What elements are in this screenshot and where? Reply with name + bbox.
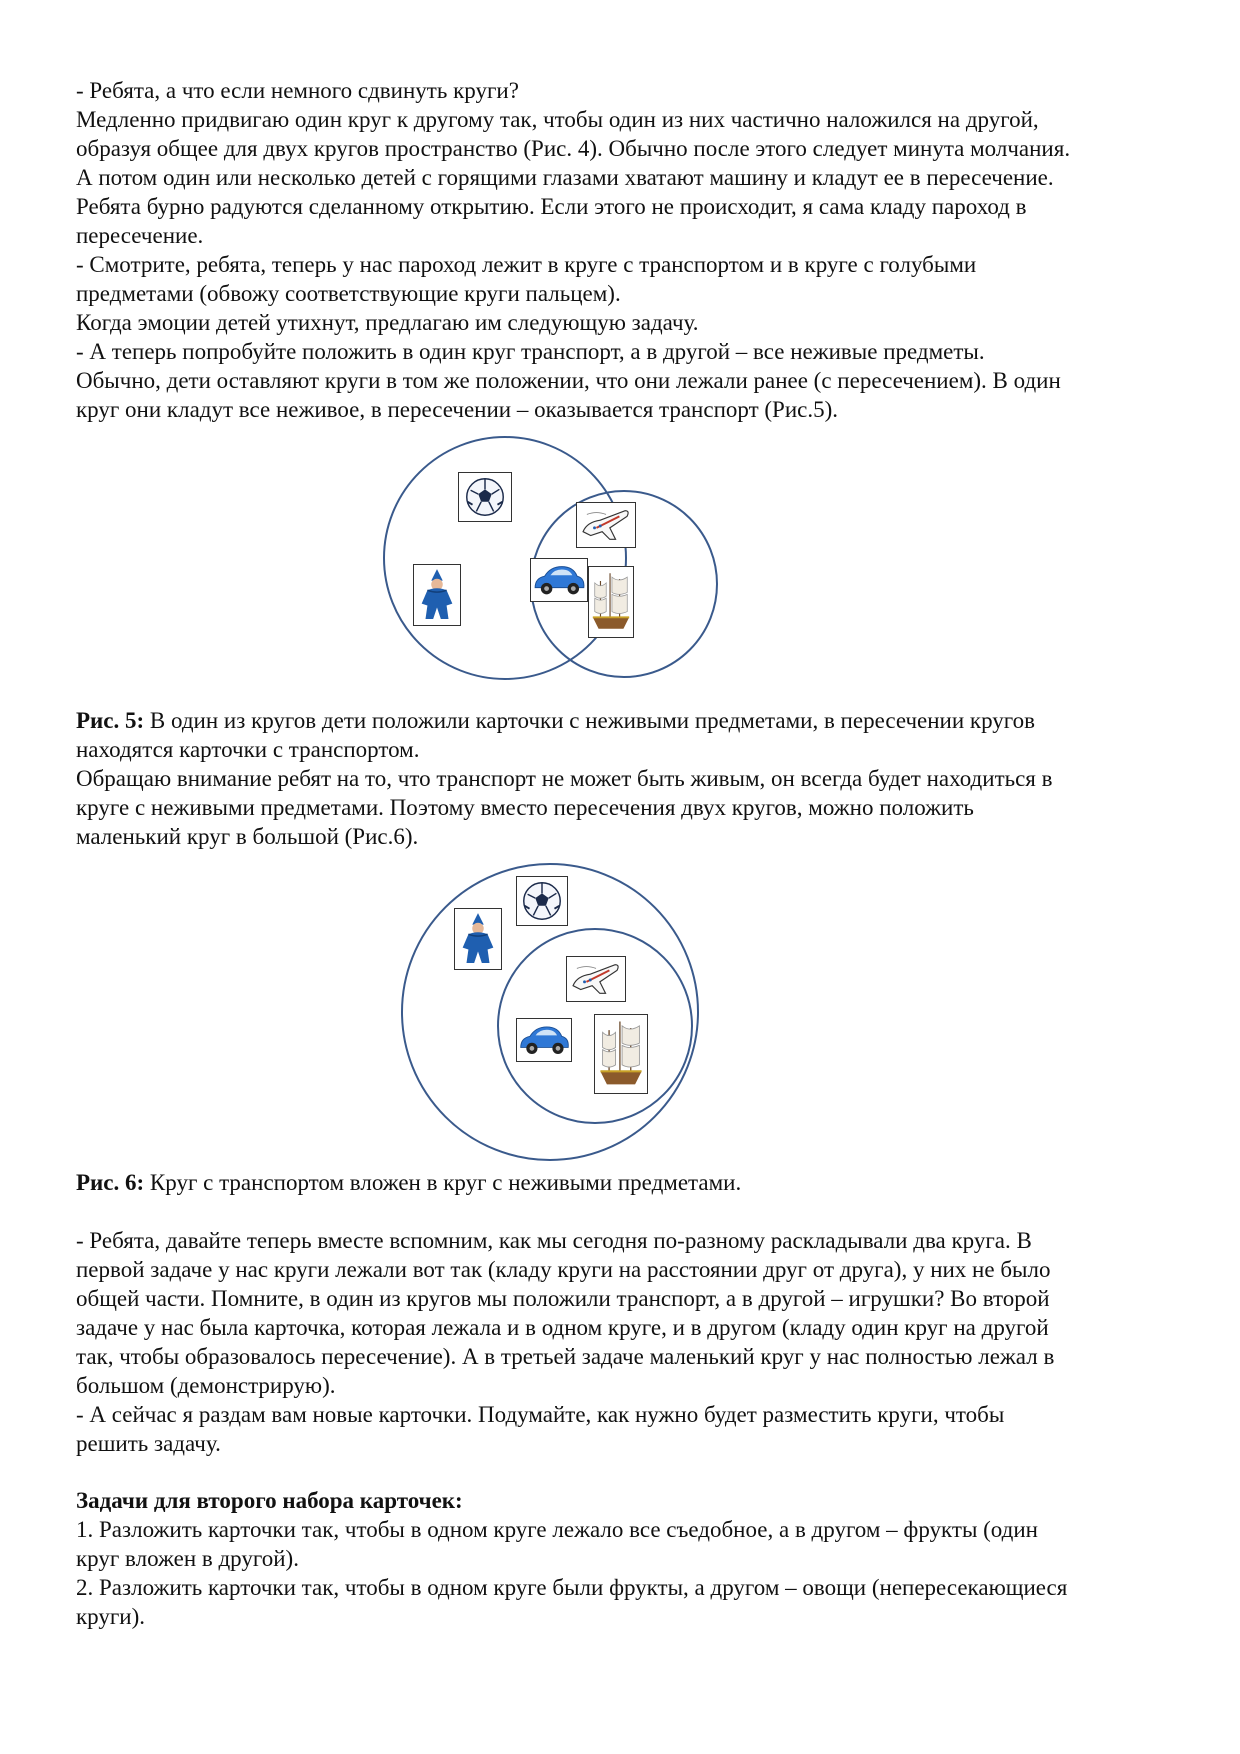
tasks-heading: Задачи для второго набора карточек: [76,1488,463,1513]
text-line: Ребята бурно радуются сделанному открытию. Если этого не происходит, я сама кладу пароход в [76,194,1027,219]
figure-6-nested [390,856,720,1166]
toy-figure-icon [414,565,460,625]
card-car [516,1018,572,1062]
text-line: круг они кладут все неживое, в пересечении – оказывается транспорт (Рис.5). [76,397,839,422]
text-line: большом (демонстрирую). [76,1373,336,1398]
card-ball [458,472,512,522]
ship-icon [595,1015,647,1093]
tasks-section [76,1486,1176,1631]
text-line: маленький круг в большой (Рис.6). [76,824,419,849]
ball-icon [459,473,511,521]
text-line: А потом один или несколько детей с горящими глазами хватают машину и кладут ее в пересечение. [76,165,1054,190]
text-line: Когда эмоции детей утихнут, предлагаю им следующую задачу. [76,310,699,335]
card-airplane [566,956,626,1002]
figure-5-venn [360,432,740,712]
text-line: - А теперь попробуйте положить в один круг транспорт, а в другой – все неживые предметы. [76,339,985,364]
text-line: так, чтобы образовалось пересечение). А в третьей задаче маленький круг у нас полностью лежал в [76,1344,1055,1369]
airplane-icon [567,957,625,1001]
card-toy-figure [454,908,502,970]
car-icon [517,1019,571,1061]
figure-6-caption [76,1168,1176,1197]
text-line: пересечение. [76,223,204,248]
car-icon [531,559,587,601]
text-line: Обычно, дети оставляют круги в том же положении, что они лежали ранее (с пересечением). В один [76,368,1061,393]
ball-icon [517,877,567,925]
text-line: - Ребята, а что если немного сдвинуть круги? [76,78,519,103]
task-line: 2. Разложить карточки так, чтобы в одном круге были фрукты, а другом – овощи (непересекающиеся [76,1575,1068,1600]
text-line: предметами (обвожу соответствующие круги пальцем). [76,281,621,306]
card-ship [594,1014,648,1094]
text-line: образуя общее для двух кругов пространство (Рис. 4). Обычно после этого следует минута молчания. [76,136,1071,161]
figure-5-caption [76,706,1176,764]
task-line: круг вложен в другой). [76,1546,299,1571]
text-line: первой задаче у нас круги лежали вот так (кладу круги на расстоянии друг от друга), у них не было [76,1257,1051,1282]
task-line: 1. Разложить карточки так, чтобы в одном круге лежало все съедобное, а в другом – фрукты (один [76,1517,1038,1542]
caption-label: Рис. 5: [76,708,145,733]
text-line: Медленно придвигаю один круг к другому так, чтобы один из них частично наложился на другой, [76,107,1039,132]
text-line: - Ребята, давайте теперь вместе вспомним, как мы сегодня по-разному раскладывали два круга. В [76,1228,1032,1253]
caption-label: Рис. 6: [76,1170,145,1195]
intro-text [76,76,1176,424]
card-ship [588,566,634,638]
card-toy-figure [413,564,461,626]
ship-icon [589,567,633,637]
text-line: круге с неживыми предметами. Поэтому вместо пересечения двух кругов, можно положить [76,795,974,820]
text-line: общей части. Помните, в один из кругов мы положили транспорт, а в другой – игрушки? Во второй [76,1286,1050,1311]
text-line: задаче у нас была карточка, которая лежала и в одном круге, и в другом (кладу один круг на другой [76,1315,1049,1340]
toy-figure-icon [455,909,501,969]
caption-text: В один из кругов дети положили карточки с неживыми предметами, в пересечении кругов [144,708,1036,733]
caption-text: находятся карточки с транспортом. [76,737,420,762]
card-car [530,558,588,602]
caption-text: Круг с транспортом вложен в круг с неживыми предметами. [144,1170,742,1195]
text-line: Обращаю внимание ребят на то, что транспорт не может быть живым, он всегда будет находиться в [76,766,1053,791]
middle-text [76,764,1176,851]
airplane-icon [577,503,635,547]
text-line: решить задачу. [76,1431,221,1456]
task-line: круги). [76,1604,146,1629]
card-ball [516,876,568,926]
text-line: - А сейчас я раздам вам новые карточки. Подумайте, как нужно будет разместить круги, чтобы [76,1402,1005,1427]
card-airplane [576,502,636,548]
outro-text [76,1226,1176,1458]
text-line: - Смотрите, ребята, теперь у нас пароход лежит в круге с транспортом и в круге с голубыми [76,252,977,277]
